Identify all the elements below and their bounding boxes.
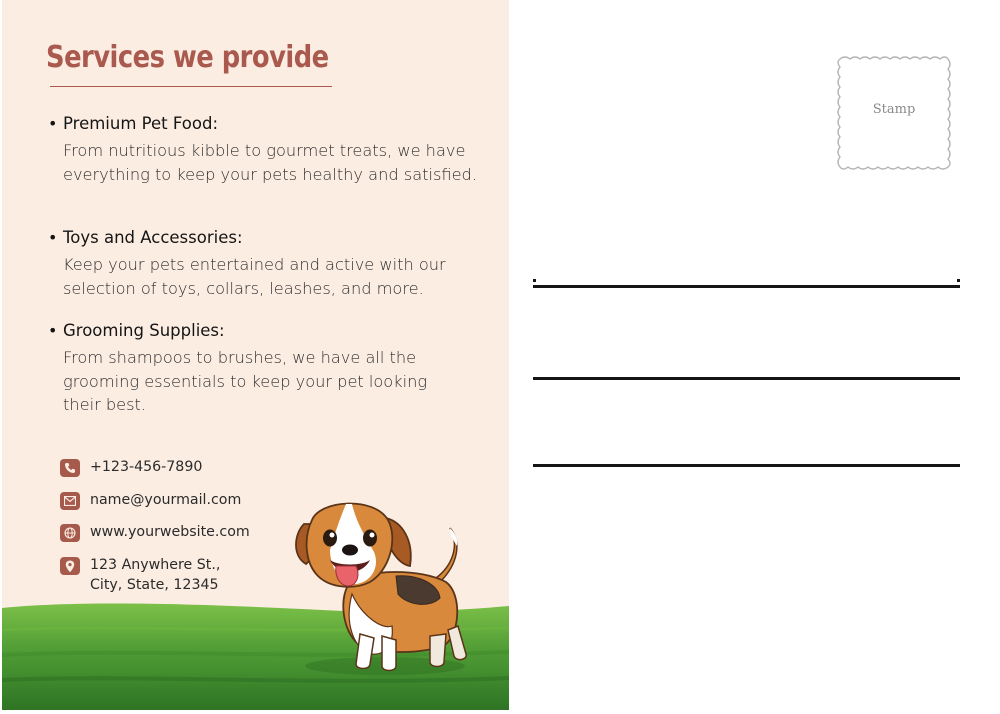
bullet-icon: • [48,228,58,247]
contact-website [60,524,250,542]
service-heading: Premium Pet Food: [63,114,219,133]
bullet-icon: • [48,321,58,340]
address-line-2 [533,377,960,380]
phone-icon [60,459,80,477]
stamp-label: Stamp [872,102,916,117]
service-description: Keep your pets entertained and active with our selection of toys, collars, leashes, and more. [63,255,446,298]
globe-icon [60,524,80,542]
phone-number: +123-456-7890 [90,459,203,475]
street-address: 123 Anywhere St., City, State, 12345 [90,557,221,593]
service-heading: Grooming Supplies: [63,321,225,340]
service-item-pet-food [48,114,488,186]
bullet-icon: • [48,114,58,133]
contact-email [60,492,241,510]
email-address: name@yourmail.com [90,492,242,508]
address-line-3 [533,464,960,467]
title-underline [50,86,332,87]
service-heading: Toys and Accessories: [63,228,243,247]
service-item-toys [48,228,488,300]
service-item-grooming [48,321,488,417]
service-description: From nutritious kibble to gourmet treats, we have everything to keep your pets healthy and satisfied. [63,141,477,184]
envelope-icon [60,492,80,510]
service-description: From shampoos to brushes, we have all the grooming essentials to keep your pet looking their best. [63,348,428,414]
beagle-puppy-illustration [290,494,470,684]
services-panel [2,0,509,710]
location-pin-icon [60,557,80,575]
contact-address [60,557,220,595]
address-line-1-tick [533,279,536,282]
address-line-1-tick [957,279,960,282]
page-title: Services we provide [46,40,329,75]
website-url: www.yourwebsite.com [90,524,250,540]
address-line-1 [533,285,960,288]
contact-phone [60,459,202,477]
